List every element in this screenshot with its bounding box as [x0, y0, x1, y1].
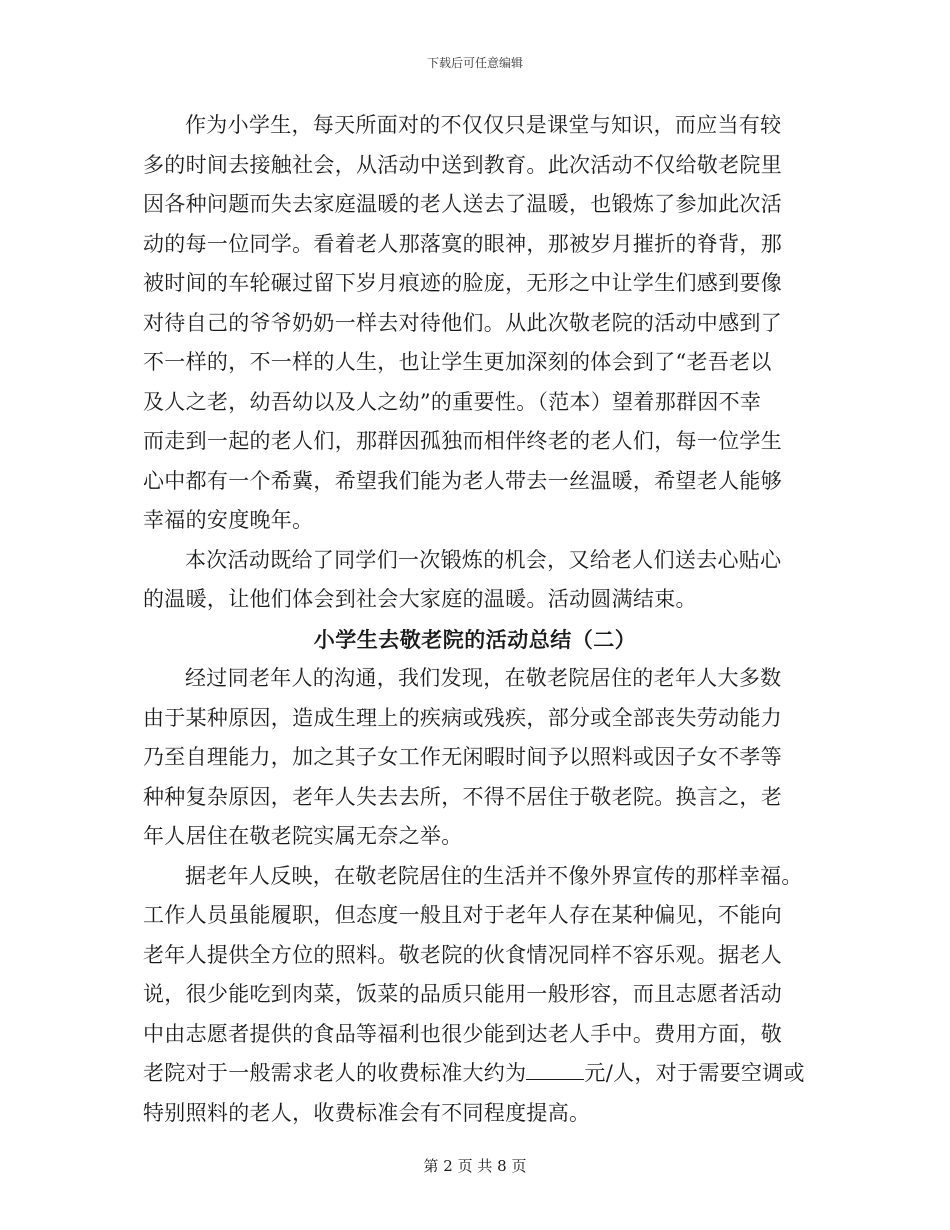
page-header-note: 下载后可任意编辑 — [426, 56, 523, 70]
paragraph-line: 及人之老，幼吾幼以及人之幼”的重要性。（范本）望着那群因不幸 — [143, 389, 762, 414]
paragraph-line: 中由志愿者提供的食品等福利也很少能到达老人手中。费用方面，敬 — [143, 1021, 782, 1046]
paragraph-line-with-blank — [143, 1054, 807, 1094]
paragraph-line: 据老年人反映，在敬老院居住的生活并不像外界宣传的那样幸福。 — [185, 863, 803, 888]
paragraph-line: 工作人员虽能履职，但态度一般且对于老年人存在某种偏见，不能向 — [143, 903, 782, 927]
paragraph-line: 说，很少能吃到肉菜，饭菜的品质只能用一般形容，而且志愿者活动 — [143, 982, 782, 1006]
page-number-footer: 第 2 页 共 8 页 — [423, 1157, 527, 1175]
blank-line-before-text: 老院对于一般需求老人的收费标准大约为 — [143, 1061, 527, 1085]
paragraph-line: 不一样的，不一样的人生，也让学生更加深刻的体会到了“老吾老以 — [143, 350, 772, 374]
blank-line-after-text: 元/人，对于需要空调或 — [584, 1061, 805, 1085]
paragraph-line: 种种复杂原因，老年人失去去所，不得不居住于敬老院。换言之，老 — [143, 784, 782, 809]
document-body — [143, 106, 807, 1133]
fill-in-blank — [526, 1061, 584, 1080]
paragraph-line: 动的每一位同学。看着老人那落寞的眼神，那被岁月摧折的脊背，那 — [143, 231, 782, 256]
paragraph-line: 被时间的车轮碾过留下岁月痕迹的脸庞，无形之中让学生们感到要像 — [143, 271, 782, 295]
paragraph-1 — [143, 106, 807, 541]
paragraph-line: 作为小学生，每天所面对的不仅仅只是课堂与知识，而应当有较 — [185, 113, 782, 137]
paragraph-line: 老年人提供全方位的照料。敬老院的伙食情况同样不容乐观。据老人 — [143, 942, 782, 967]
paragraph-line: 由于某种原因，造成生理上的疾病或残疾，部分或全部丧失劳动能力 — [143, 705, 782, 730]
paragraph-line: 对待自己的爷爷奶奶一样去对待他们。从此次敬老院的活动中感到了 — [143, 310, 782, 335]
paragraph-line: 年人居住在敬老院实属无奈之举。 — [143, 824, 463, 848]
section-title: 小学生去敬老院的活动总结（二） — [313, 626, 637, 652]
paragraph-line: 多的时间去接触社会，从活动中送到教育。此次活动不仅给敬老院里 — [143, 152, 782, 177]
paragraph-line: 乃至自理能力，加之其子女工作无闲暇时间予以照料或因子女不孝等 — [143, 745, 782, 769]
paragraph-line: 而走到一起的老人们，那群因孤独而相伴终老的老人们，每一位学生 — [143, 429, 782, 453]
paragraph-line: 幸福的安度晚年。 — [143, 508, 314, 532]
paragraph-line: 经过同老年人的沟通，我们发现，在敬老院居住的老年人大多数 — [185, 666, 782, 690]
paragraph-line: 因各种问题而失去家庭温暖的老人送去了温暖，也锻炼了参加此次活 — [143, 192, 782, 216]
paragraph-2 — [143, 541, 807, 620]
paragraph-line: 特别照料的老人，收费标准会有不同程度提高。 — [143, 1100, 591, 1125]
paragraph-3 — [143, 659, 807, 857]
paragraph-4 — [143, 857, 807, 1134]
paragraph-line: 心中都有一个希冀，希望我们能为老人带去一丝温暖，希望老人能够 — [143, 468, 782, 493]
paragraph-line: 的温暖，让他们体会到社会大家庭的温暖。活动圆满结束。 — [143, 587, 697, 611]
paragraph-line: 本次活动既给了同学们一次锻炼的机会，又给老人们送去心贴心 — [185, 547, 782, 572]
